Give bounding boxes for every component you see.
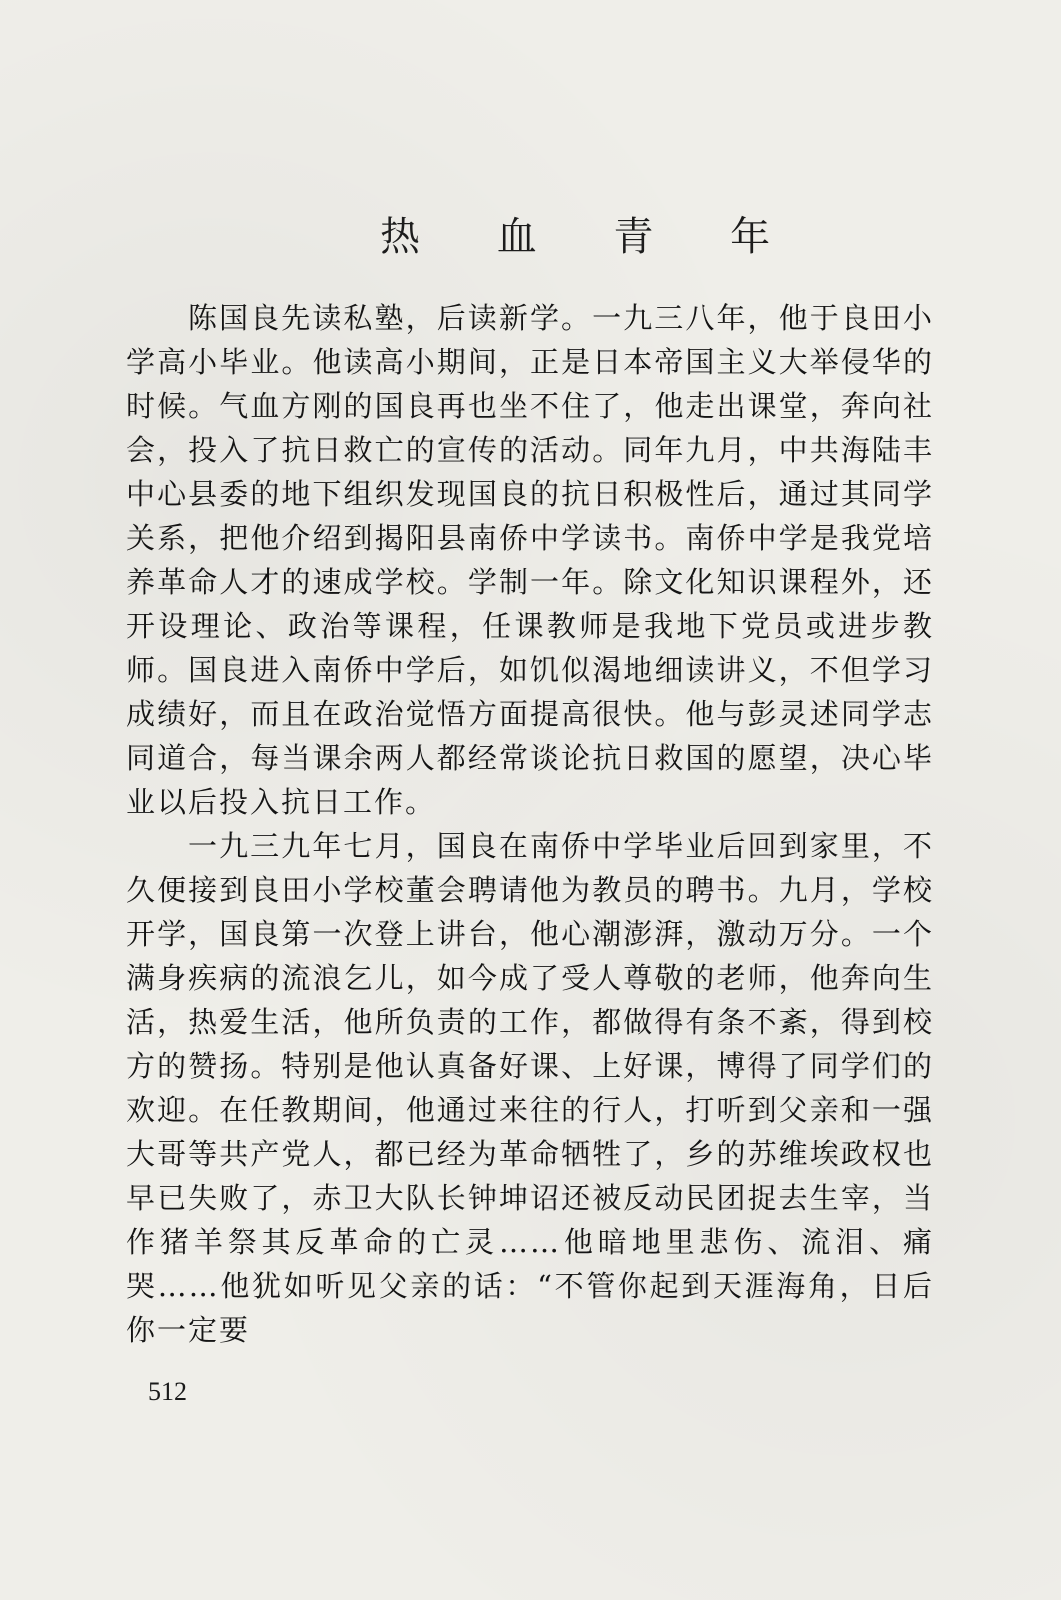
paragraph-1: 陈国良先读私塾，后读新学。一九三八年，他于良田小学高小毕业。他读高小期间，正是日本帝国主义大举侵华的时候。气血方刚的国良再也坐不住了，他走出课堂，奔向社会，投入了抗日救亡的宣传的活动。同年九月，中共海陆丰中心县委的地下组织发现国良的抗日积极性后，通过其同学关系，把他介绍到揭阳县南侨中学读书。南侨中学是我党培养革命人才的速成学校。学制一年。除文化知识课程外，还开设理论、政治等课程，任课教师是我地下党员或进步教师。国良进入南侨中学后，如饥似渴地细读讲义，不但学习成绩好，而且在政治觉悟方面提高很快。他与彭灵述同学志同道合，每当课余两人都经常谈论抗日救国的愿望，决心毕业以后投入抗日工作。 bbox=[126, 301, 934, 819]
page-number: 512 bbox=[148, 1377, 187, 1406]
body-text bbox=[126, 296, 934, 1352]
paragraph-2: 一九三九年七月，国良在南侨中学毕业后回到家里，不久便接到良田小学校董会聘请他为教员的聘书。九月，学校开学，国良第一次登上讲台，他心潮澎湃，激动万分。一个满身疾病的流浪乞儿，如今成了受人尊敬的老师，他奔向生活，热爱生活，他所负责的工作，都做得有条不紊，得到校方的赞扬。特别是他认真备好课、上好课，博得了同学们的欢迎。在任教期间，他通过来往的行人，打听到父亲和一强大哥等共产党人，都已经为革命牺牲了，乡的苏维埃政权也早已失败了，赤卫大队长钟坤诏还被反动民团捉去生宰，当作猪羊祭其反革命的亡灵……他暗地里悲伤、流泪、痛哭……他犹如听见父亲的话：“不管你起到天涯海角，日后你一定要 bbox=[126, 829, 934, 1347]
chapter-title: 热 血 青 年 bbox=[380, 214, 803, 260]
